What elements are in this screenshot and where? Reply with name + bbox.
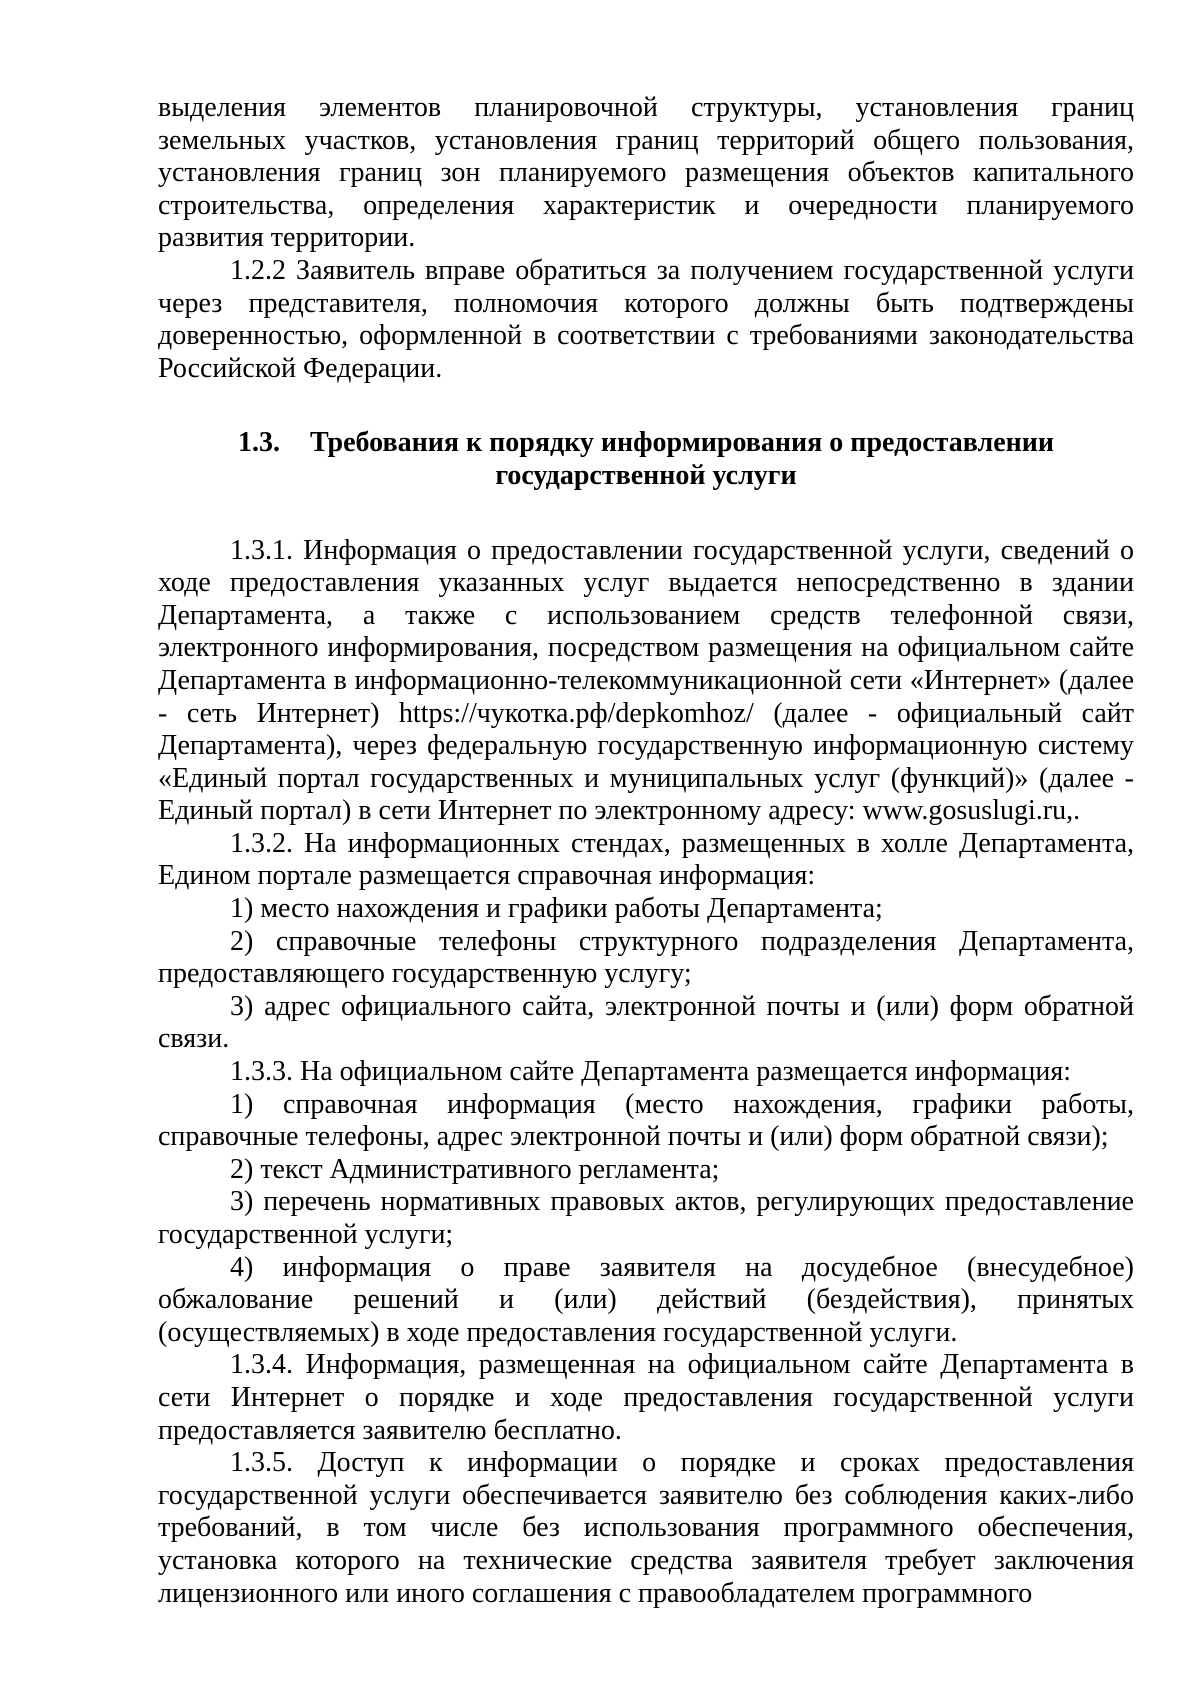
paragraph-1-3-5: 1.3.5. Доступ к информации о порядке и сроках предоставления государственной услуги обеспечивается заявителю без соблюдения каких-либо требований, в том числе без использования программного обеспечения, установка которого на технические средства заявителя требует заключения лицензионного или иного соглашения с правообладателем программного	[158, 1447, 1134, 1609]
list-item: 2) справочные телефоны структурного подразделения Департамента, предоставляющего государственную услугу;	[158, 925, 1134, 990]
list-item: 2) текст Административного регламента;	[230, 1153, 720, 1185]
document-page	[158, 92, 1134, 1610]
list-item: 1) место нахождения и графики работы Департамента;	[230, 893, 883, 925]
paragraph-1-3-3: 1.3.3. На официальном сайте Департамента размещается информация:	[230, 1056, 1072, 1088]
section-title: Требования к порядку информирования о предоставлении государственной услуги	[309, 427, 1055, 491]
paragraph-continuation: выделения элементов планировочной структуры, установления границ земельных участков, установления границ территорий общего пользования, установления границ зон планируемого размещения объектов капитального строительства, определения характеристик и очередности планируемого развития территории.	[158, 92, 1134, 254]
paragraph-1-2-2: 1.2.2 Заявитель вправе обратиться за получением государственной услуги через представителя, полномочия которого должны быть подтверждены доверенностью, оформленной в соответствии с требованиями законодательства Российской Федерации.	[158, 254, 1134, 384]
list-item: 3) перечень нормативных правовых актов, регулирующих предоставление государственной услуги;	[158, 1186, 1134, 1250]
list-item: 1) справочная информация (место нахождения, графики работы, справочные телефоны, адрес электронной почты и (или) форм обратной связи);	[158, 1088, 1134, 1153]
section-number: 1.3.	[237, 427, 280, 459]
section-heading	[158, 427, 1134, 492]
list-item: 4) информация о праве заявителя на досудебное (внесудебное) обжалование решений и (или) действий (бездействия), принятых (осуществляемых) в ходе предоставления государственной услуги.	[158, 1251, 1134, 1348]
paragraph-1-3-2: 1.3.2. На информационных стендах, размещенных в холле Департамента, Едином портале размещается справочная информация:	[158, 827, 1134, 892]
paragraph-1-3-1: 1.3.1. Информация о предоставлении государственной услуги, сведений о ходе предоставления указанных услуг выдается непосредственно в здании Департамента, а также с использованием средств телефонной связи, электронного информирования, посредством размещения на официальном сайте Департамента в информационно-телекоммуникационной сети «Интернет» (далее - сеть Интернет) https://чукотка.рф/depkomhoz/ (далее - официальный сайт Департамента), через федеральную государственную информационную систему «Единый портал государственных и муниципальных услуг (функций)» (далее - Единый портал) в сети Интернет по электронному адресу: www.gosuslugi.ru,.	[158, 534, 1134, 827]
list-item: 3) адрес официального сайта, электронной почты и (или) форм обратной связи.	[158, 990, 1134, 1055]
paragraph-1-3-4: 1.3.4. Информация, размещенная на официальном сайте Департамента в сети Интернет о порядке и ходе предоставления государственной услуги предоставляется заявителю бесплатно.	[158, 1349, 1134, 1446]
